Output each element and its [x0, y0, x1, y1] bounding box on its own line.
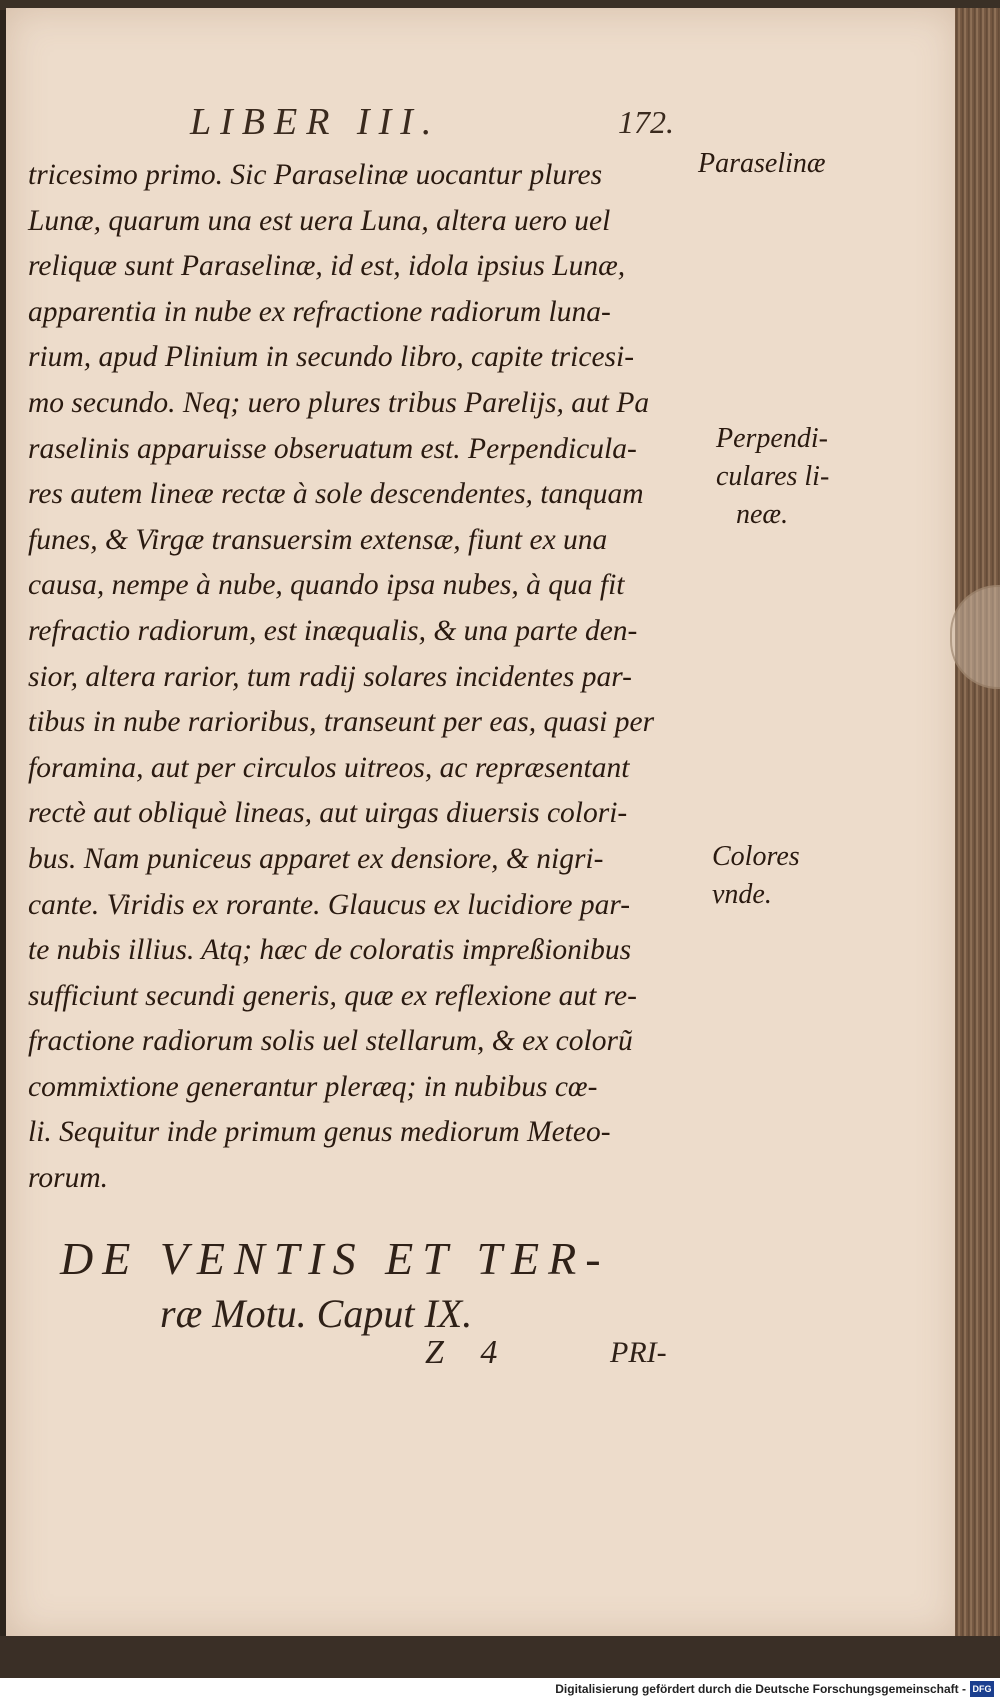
- text-line: refractio radiorum, est inæqualis, & una parte den-: [28, 614, 638, 647]
- folio-number: 172.: [618, 104, 674, 140]
- marginal-note-paraselinae: [698, 145, 826, 183]
- marginal-line: vnde.: [712, 879, 772, 910]
- text-line: rectè aut obliquè lineas, aut uirgas diuersis colori-: [28, 797, 628, 830]
- footer-credit: Digitalisierung gefördert durch die Deutsche Forschungsgemeinschaft -: [555, 1682, 966, 1696]
- marginal-line: neæ.: [736, 499, 789, 530]
- text-line: tibus in nube rarioribus, transeunt per eas, quasi per: [28, 706, 655, 739]
- marginal-line: culares li-: [716, 461, 830, 492]
- text-line: rorum.: [28, 1162, 109, 1195]
- running-head: LIBER III.: [190, 101, 441, 143]
- page-edges: [955, 8, 1000, 1640]
- text-line: fractione radiorum solis uel stellarum, & ex colorũ: [28, 1025, 633, 1058]
- text-line: Lunæ, quarum una est uera Luna, altera uero uel: [28, 204, 611, 237]
- text-line: reliquæ sunt Paraselinæ, id est, idola ipsius Lunæ,: [28, 250, 626, 283]
- body-text: [28, 153, 708, 1202]
- marginal-line: Paraselinæ: [698, 148, 826, 179]
- text-line: tricesimo primo. Sic Paraselinæ uocantur plures: [28, 159, 603, 191]
- scan-bottom-edge: [0, 1636, 1000, 1678]
- text-line: foramina, aut per circulos uitreos, ac repræsentant: [28, 751, 630, 784]
- text-line: raselinis apparuisse obseruatum est. Perpendicula-: [28, 432, 637, 465]
- text-line: sufficiunt secundi generis, quæ ex reflexione aut re-: [28, 979, 637, 1012]
- text-line: mo secundo. Neq; uero plures tribus Parelijs, aut Pa: [28, 386, 650, 419]
- text-line: sior, altera rarior, tum radij solares incidentes par-: [28, 660, 632, 693]
- text-line: rium, apud Plinium in secundo libro, capite tricesi-: [28, 341, 635, 374]
- text-line: causa, nempe à nube, quando ipsa nubes, à qua fit: [28, 569, 625, 602]
- marginal-line: Colores: [712, 841, 800, 872]
- marginal-note-perpendiculares: [716, 420, 829, 534]
- text-line: bus. Nam puniceus apparet ex densiore, & nigri-: [28, 842, 604, 875]
- catchword: PRI-: [610, 1336, 667, 1369]
- chapter-heading: DE VENTIS ET TER-: [60, 1233, 610, 1284]
- text-line: cante. Viridis ex rorante. Glaucus ex lucidiore par-: [28, 888, 631, 921]
- marginal-line: Perpendi-: [716, 423, 828, 454]
- dfg-logo: DFG: [970, 1681, 994, 1697]
- text-line: te nubis illius. Atq; hæc de coloratis impreßionibus: [28, 934, 632, 967]
- text-line: res autem lineæ rectæ à sole descendentes, tanquam: [28, 478, 644, 511]
- marginal-note-colores: [712, 838, 800, 914]
- chapter-subheading: ræ Motu. Caput IX.: [160, 1291, 473, 1336]
- text-line: li. Sequitur inde primum genus mediorum Meteo-: [28, 1116, 611, 1149]
- signature-mark: Z 4: [425, 1334, 512, 1371]
- footer-bar: [0, 1678, 1000, 1702]
- text-line: apparentia in nube ex refractione radiorum luna-: [28, 295, 611, 328]
- text-line: funes, & Virgæ transuersim extensæ, fiunt ex una: [28, 523, 608, 556]
- text-line: commixtione generantur pleræq; in nubibus cœ-: [28, 1070, 598, 1103]
